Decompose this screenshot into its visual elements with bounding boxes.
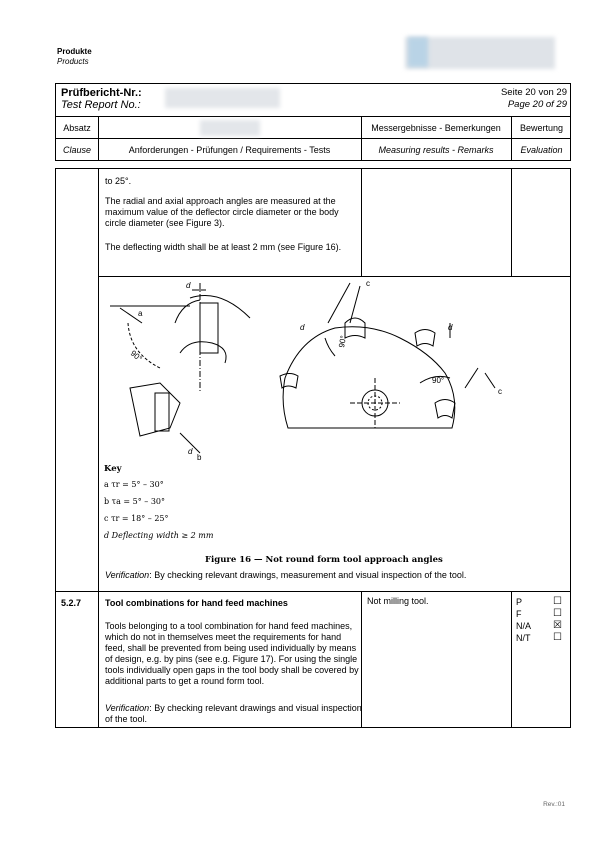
redacted-logo-accent <box>408 37 428 67</box>
eval-f-checkbox[interactable]: ☐ <box>553 608 562 619</box>
results-header-de: Messergebnisse - Bemerkungen <box>371 123 501 133</box>
key-item-a: a τr = 5° – 30° <box>104 480 164 489</box>
redacted-header-text <box>200 120 260 136</box>
row2-verification <box>105 703 363 725</box>
requirements-header: Anforderungen - Prüfungen / Requirements - Tests <box>128 145 331 155</box>
figure-16-drawing <box>100 278 520 463</box>
eval-nt-checkbox[interactable]: ☐ <box>553 632 562 643</box>
report-number-label-de: Prüfbericht-Nr.: <box>61 87 142 99</box>
eval-p-label: P <box>516 597 523 607</box>
figure-label-b: b <box>197 453 202 462</box>
company-name-de: Produkte <box>57 47 92 56</box>
eval-na-checkbox[interactable]: ☒ <box>553 620 562 631</box>
page-number-en: Page 20 of 29 <box>507 99 567 110</box>
figure-verification-label: Verification <box>105 570 150 580</box>
page-number-de: Seite 20 von 29 <box>500 87 567 98</box>
figure-caption: Figure 16 — Not round form tool approach angles <box>205 555 443 565</box>
row1-paragraph3: The deflecting width shall be at least 2 mm (see Figure 16). <box>105 242 342 252</box>
key-item-d: d Deflecting width ≥ 2 mm <box>104 531 214 540</box>
key-title: Key <box>104 464 122 474</box>
row2-verification-text: : By checking relevant drawings and visual inspection of the tool. <box>105 703 362 724</box>
clause-header-de: Absatz <box>63 123 91 133</box>
figure-label-a: a <box>138 309 143 318</box>
company-name-en: Products <box>57 57 89 66</box>
evaluation-header-en: Evaluation <box>520 145 563 155</box>
eval-p-checkbox[interactable]: ☐ <box>553 596 562 607</box>
eval-f-label: F <box>516 609 522 619</box>
figure-label-c2: c <box>498 387 502 396</box>
figure-verification <box>105 570 525 581</box>
key-item-c: c τr = 18° – 25° <box>104 514 169 523</box>
revision-label: Rev.:01 <box>543 801 565 808</box>
figure-label-d4: d <box>448 323 453 332</box>
eval-na-label: N/A <box>516 621 532 631</box>
row2-body: Tools belonging to a tool combination for hand feed machines, which do not in themselves meet the requirements for hand feed, shall be prevented from being used individually by means of design, e.g. by pins (see e.g. Figure 17). For using the single tools individually open gaps in the tool body shall be covered by additional parts to get a round form tool. <box>105 621 359 686</box>
figure-label-90-right1: 90° <box>337 334 349 349</box>
figure-label-90-right2: 90° <box>432 376 445 385</box>
row2-verification-label: Verification <box>105 703 150 713</box>
figure-label-c1: c <box>366 279 370 288</box>
eval-nt-label: N/T <box>516 633 531 643</box>
row1-line1: to 25°. <box>105 176 132 186</box>
redacted-report-number <box>165 88 280 108</box>
row1-paragraph2: The radial and axial approach angles are measured at the maximum value of the deflector circle diameter or the body circle diameter (see Figure 3). <box>105 196 339 228</box>
figure-label-d3: d <box>300 323 305 332</box>
figure-label-d2: d <box>188 447 193 456</box>
column-header-table <box>55 117 571 161</box>
row2-result: Not milling tool. <box>367 596 429 606</box>
clause-header-en: Clause <box>62 145 91 155</box>
figure-verification-text: : By checking relevant drawings, measurement and visual inspection of the tool. <box>149 570 467 580</box>
evaluation-header-de: Bewertung <box>519 123 564 133</box>
figure-label-90-left: 90° <box>128 348 144 364</box>
key-item-b: b τa = 5° – 30° <box>104 497 166 506</box>
row2-title: Tool combinations for hand feed machines <box>105 598 288 608</box>
row2-clause: 5.2.7 <box>61 598 82 608</box>
report-number-label-en: Test Report No.: <box>61 99 141 111</box>
results-header-en: Measuring results - Remarks <box>378 145 494 155</box>
figure-label-d1: d <box>186 281 191 290</box>
